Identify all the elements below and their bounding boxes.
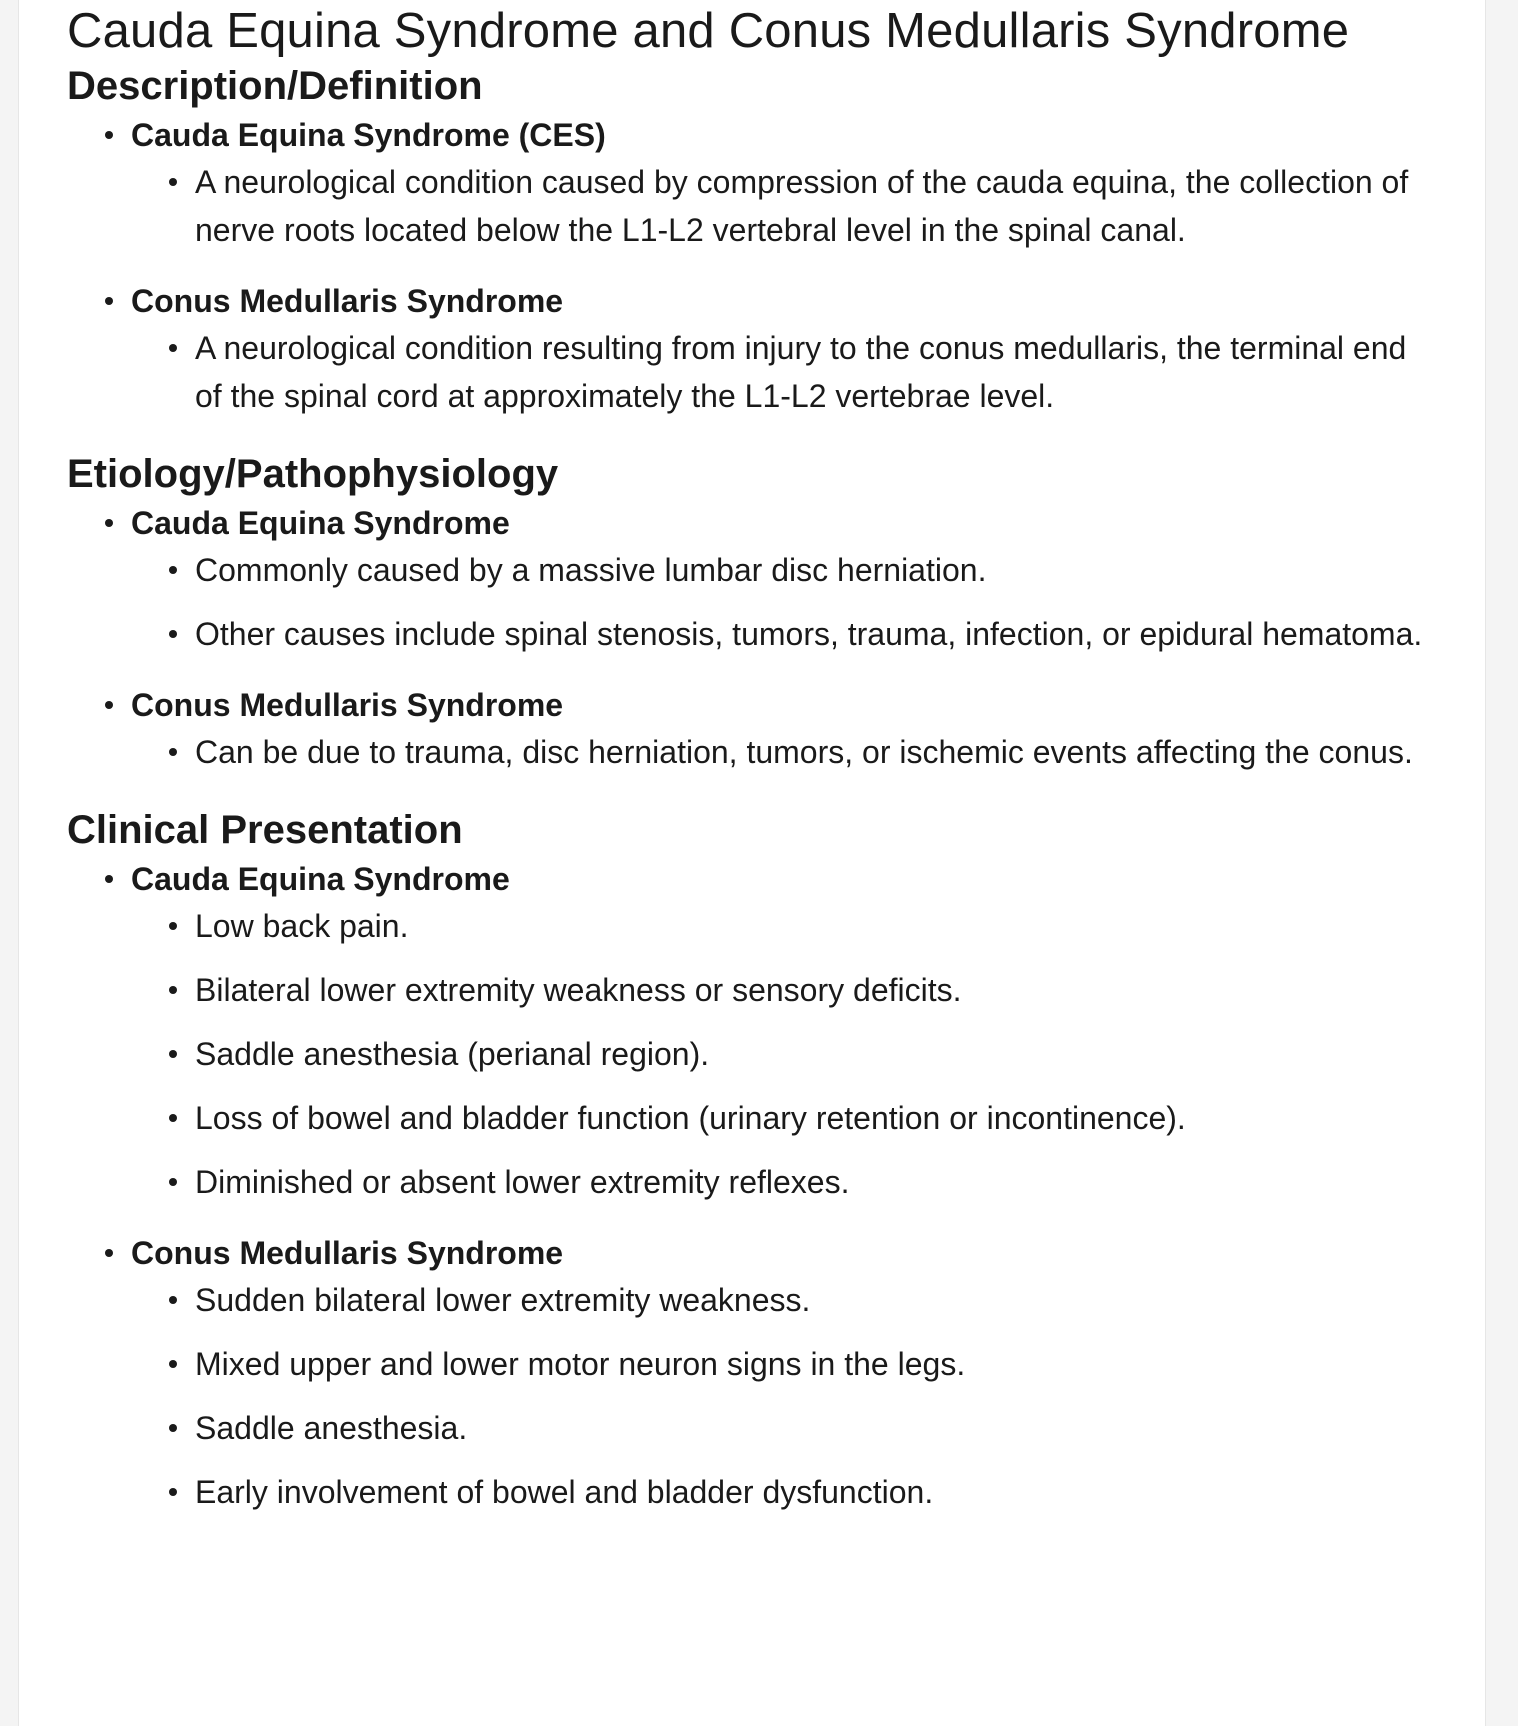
group-label: Cauda Equina Syndrome (CES) [131, 117, 606, 153]
list-item [131, 966, 1467, 1014]
section-etiology-pathophysiology [67, 448, 1467, 776]
list-item [131, 546, 1467, 594]
section-heading: Clinical Presentation [67, 808, 463, 852]
group-label: Cauda Equina Syndrome [131, 861, 510, 897]
bullet-icon [169, 1050, 177, 1058]
group-item [67, 1230, 1467, 1516]
list-item-text: Commonly caused by a massive lumbar disc herniation. [195, 552, 987, 588]
page-title: Cauda Equina Syndrome and Conus Medullaris Syndrome [67, 4, 1350, 58]
detail-list [131, 902, 1467, 1206]
list-item-text: Saddle anesthesia. [195, 1410, 468, 1446]
bullet-icon [169, 630, 177, 638]
group-label: Conus Medullaris Syndrome [131, 687, 564, 723]
group-label: Conus Medullaris Syndrome [131, 283, 564, 319]
group-list [67, 856, 1467, 1516]
bullet-icon [169, 1114, 177, 1122]
list-item [131, 1158, 1467, 1206]
bullet-icon [169, 986, 177, 994]
bullet-icon [169, 1296, 177, 1304]
bullet-icon [105, 875, 113, 883]
list-item-text: Sudden bilateral lower extremity weakness. [195, 1282, 811, 1318]
list-item [131, 1404, 1467, 1452]
bullet-icon [169, 1424, 177, 1432]
group-label: Conus Medullaris Syndrome [131, 1235, 564, 1271]
list-item-text: Can be due to trauma, disc herniation, tumors, or ischemic events affecting the conus. [195, 734, 1413, 770]
detail-list [131, 324, 1467, 420]
list-item [131, 1340, 1467, 1388]
list-item-text: Early involvement of bowel and bladder dysfunction. [195, 1474, 934, 1510]
group-label: Cauda Equina Syndrome [131, 505, 510, 541]
bullet-icon [169, 922, 177, 930]
group-item [67, 112, 1467, 254]
list-item [131, 902, 1467, 950]
section-clinical-presentation [67, 804, 1467, 1516]
detail-list [131, 1276, 1467, 1516]
detail-list [131, 158, 1467, 254]
bullet-icon [105, 1249, 113, 1257]
section-description-definition [67, 60, 1467, 420]
list-item [131, 610, 1467, 658]
bullet-icon [105, 297, 113, 305]
list-item-text: A neurological condition resulting from injury to the conus medullaris, the terminal end of the spinal cord at approximately the L1-L2 vertebrae level. [195, 330, 1407, 414]
list-item [131, 728, 1467, 776]
bullet-icon [169, 178, 177, 186]
list-item-text: A neurological condition caused by compression of the cauda equina, the collection of nerve roots located below the L1-L2 vertebral level in the spinal canal. [195, 164, 1409, 248]
section-heading: Description/Definition [67, 64, 483, 108]
bullet-icon [169, 344, 177, 352]
list-item [131, 1094, 1467, 1142]
list-item-text: Loss of bowel and bladder function (urinary retention or incontinence). [195, 1100, 1186, 1136]
list-item [131, 158, 1467, 254]
section-heading: Etiology/Pathophysiology [67, 452, 559, 496]
group-list [67, 500, 1467, 776]
list-item-text: Saddle anesthesia (perianal region). [195, 1036, 710, 1072]
list-item [131, 1276, 1467, 1324]
list-item [131, 1030, 1467, 1078]
group-list [67, 112, 1467, 420]
bullet-icon [105, 519, 113, 527]
document-content [67, 0, 1467, 1516]
group-item [67, 500, 1467, 658]
group-item [67, 856, 1467, 1206]
bullet-icon [169, 566, 177, 574]
list-item-text: Mixed upper and lower motor neuron signs in the legs. [195, 1346, 966, 1382]
bullet-icon [169, 748, 177, 756]
bullet-icon [169, 1360, 177, 1368]
list-item-text: Diminished or absent lower extremity reflexes. [195, 1164, 850, 1200]
list-item-text: Other causes include spinal stenosis, tumors, trauma, infection, or epidural hematoma. [195, 616, 1423, 652]
list-item [131, 1468, 1467, 1516]
group-item [67, 278, 1467, 420]
document-page [18, 0, 1486, 1726]
bullet-icon [169, 1178, 177, 1186]
list-item-text: Low back pain. [195, 908, 409, 944]
bullet-icon [105, 131, 113, 139]
detail-list [131, 728, 1467, 776]
group-item [67, 682, 1467, 776]
bullet-icon [105, 701, 113, 709]
bullet-icon [169, 1488, 177, 1496]
list-item [131, 324, 1467, 420]
list-item-text: Bilateral lower extremity weakness or sensory deficits. [195, 972, 962, 1008]
detail-list [131, 546, 1467, 658]
